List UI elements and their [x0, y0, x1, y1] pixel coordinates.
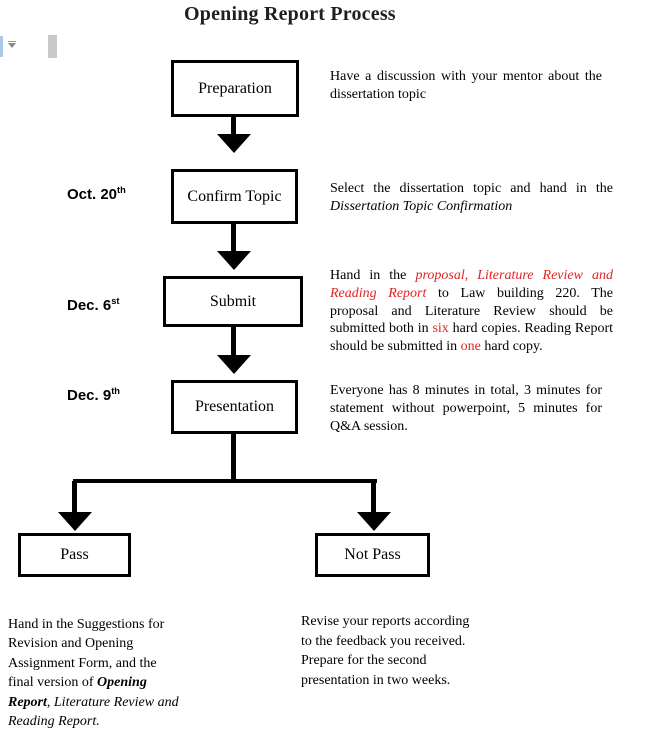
dropdown-arrow-icon[interactable]	[8, 41, 16, 42]
paste-options-icon[interactable]	[0, 36, 3, 57]
note-pass: Hand in the Suggestions for Revision and Opening Assignment Form, and the final version of Opening Report, Literature Review and Reading Report.	[8, 617, 179, 730]
flow-node-presentation[interactable]	[171, 380, 298, 434]
flow-node-label: Not Pass	[344, 546, 401, 563]
note-not-pass: Revise your reports according to the feedback you received. Prepare for the second presentation in two weeks.	[301, 614, 470, 688]
down-arrow-icon	[217, 355, 251, 374]
dropdown-arrow-icon[interactable]	[8, 43, 16, 48]
flow-node-confirm-topic[interactable]	[171, 169, 298, 224]
date-label-confirm-topic: Oct. 20th	[67, 185, 126, 203]
flow-node-pass[interactable]	[18, 533, 131, 577]
flow-node-label: Pass	[60, 546, 89, 563]
note-confirm-topic: Select the dissertation topic and hand in the Dissertation Topic Confirmation	[330, 181, 613, 214]
down-arrow-icon	[217, 251, 251, 270]
flow-arrow-shaft	[231, 327, 236, 356]
flow-node-label: Presentation	[194, 398, 275, 415]
down-arrow-icon	[357, 512, 391, 531]
page-title: Opening Report Process	[184, 3, 396, 25]
down-arrow-icon	[217, 134, 251, 153]
note-preparation: Have a discussion with your mentor about the dissertation topic	[330, 69, 602, 102]
text-cursor-bar	[48, 35, 57, 58]
flow-node-submit[interactable]	[163, 276, 303, 327]
flow-node-label: Confirm Topic	[187, 187, 282, 205]
flow-connector-vertical	[231, 434, 236, 483]
flow-arrow-shaft	[371, 481, 376, 515]
flow-arrow-shaft	[231, 224, 236, 252]
flow-connector-horizontal	[73, 479, 377, 483]
flow-node-not-pass[interactable]	[315, 533, 430, 577]
down-arrow-icon	[58, 512, 92, 531]
flow-node-preparation[interactable]	[171, 60, 299, 117]
flow-arrow-shaft	[72, 481, 77, 515]
note-presentation: Everyone has 8 minutes in total, 3 minutes for statement without powerpoint, 5 minutes for Q&A session.	[330, 383, 602, 434]
date-label-submit: Dec. 6st	[67, 296, 120, 314]
flow-node-label: Submit	[209, 292, 257, 310]
date-label-presentation: Dec. 9th	[67, 386, 120, 404]
note-submit: Hand in the proposal, Literature Review and Reading Report to Law building 220. The proposal and Literature Review should be submitted both in six hard copies. Reading Report should be submitted in one hard copy.	[330, 268, 613, 355]
flow-node-label: Preparation	[198, 79, 272, 97]
